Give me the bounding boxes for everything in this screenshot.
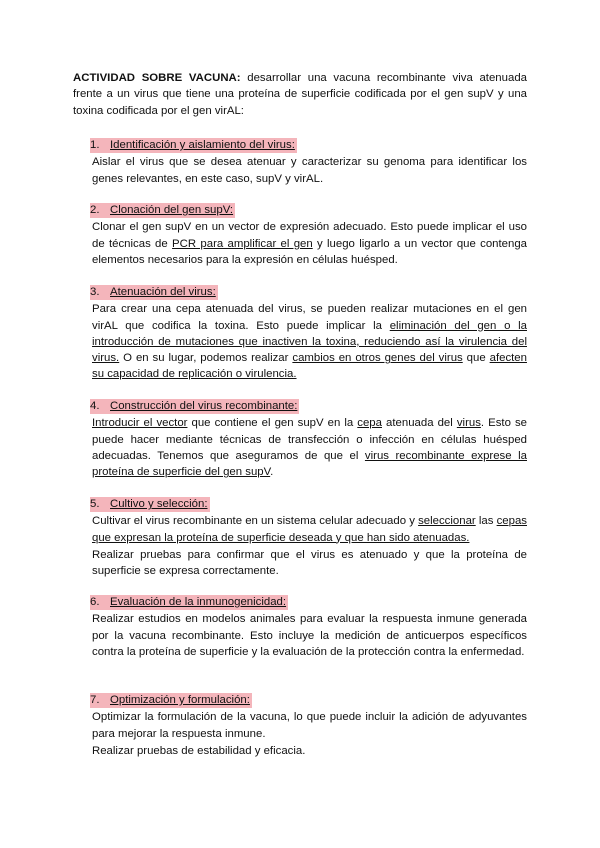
section-heading xyxy=(90,285,218,300)
paragraph-text: . xyxy=(270,466,274,479)
section-5 xyxy=(92,496,527,579)
section-paragraph xyxy=(92,709,527,742)
paragraph-text: Realizar estudios en modelos animales para evaluar la respuesta inmune generada por la vacuna recombinante. Esto incluye la medición de anticuerpos específicos contra la proteína de superficie y la evaluación de la protección contra la enfermedad. xyxy=(92,613,527,658)
paragraph-text: Clonar el gen supV en un vector de expresión adecuado. Esto puede implicar el uso de técnicas de xyxy=(92,221,527,250)
section-paragraph xyxy=(92,547,527,580)
section-number: 1. xyxy=(90,139,100,151)
section-7 xyxy=(92,692,527,759)
activity-label: ACTIVIDAD SOBRE VACUNA: xyxy=(73,72,241,84)
paragraph-text: las xyxy=(475,515,497,528)
intro-paragraph xyxy=(73,70,527,119)
section-paragraph xyxy=(92,301,527,382)
paragraph-text: Aislar el virus que se desea atenuar y caracterizar su genoma para identificar los genes relevantes, en este caso, supV y virAL. xyxy=(92,156,527,185)
section-title: Optimización y formulación: xyxy=(110,694,250,706)
paragraph-text: Realizar pruebas para confirmar que el virus es atenuado y que la proteína de superficie se expresa correctamente. xyxy=(92,548,527,578)
section-number: 6. xyxy=(90,596,100,608)
section-1 xyxy=(92,137,527,187)
section-number: 7. xyxy=(90,694,100,706)
section-number: 2. xyxy=(90,204,100,216)
section-paragraph xyxy=(92,154,527,187)
section-heading xyxy=(90,693,252,708)
section-heading xyxy=(90,399,299,414)
paragraph-text: que xyxy=(462,352,490,365)
section-title: Identificación y aislamiento del virus: xyxy=(110,139,295,151)
underlined-text: Introducir el vector xyxy=(92,417,188,430)
underlined-text: cambios en otros genes del virus xyxy=(292,352,463,365)
section-heading xyxy=(90,138,297,153)
section-title: Atenuación del virus: xyxy=(110,286,216,298)
underlined-text: cepas que expresan la proteína de superficie deseada y que han sido atenuadas. xyxy=(92,515,527,544)
paragraph-text: y luego ligarlo a un vector que contenga elementos necesarios para la expresión en células huésped. xyxy=(92,237,527,266)
section-heading xyxy=(90,595,288,610)
paragraph-text: atenuada del xyxy=(381,417,457,430)
section-title: Evaluación de la inmunogenicidad: xyxy=(110,596,287,608)
section-title: Clonación del gen supV: xyxy=(110,204,234,216)
section-heading xyxy=(90,497,210,512)
section-heading xyxy=(90,203,235,218)
paragraph-text: Optimizar la formulación de la vacuna, lo que puede incluir la adición de adyuvantes para mejorar la respuesta inmune. xyxy=(92,711,527,740)
section-title: Cultivo y selección: xyxy=(110,498,208,510)
intro-text: desarrollar una vacuna recombinante viva atenuada frente a un virus que tiene una proteína de superficie codificada por el gen supV y una toxina codificada por el gen virAL: xyxy=(73,72,527,117)
paragraph-text: . Esto se puede hacer mediante técnicas de transfección o infección en células huésped adecuadas. Tenemos que aseguramos de que el xyxy=(92,417,527,462)
underlined-text: afecten su capacidad de replicación o virulencia. xyxy=(92,352,527,381)
paragraph-text: que contiene el gen supV en la xyxy=(187,417,358,430)
section-3 xyxy=(92,284,527,383)
underlined-text: virus xyxy=(456,417,481,430)
underlined-text: PCR para amplificar el gen xyxy=(172,237,313,250)
section-paragraph xyxy=(92,611,527,660)
section-title: Construcción del virus recombinante: xyxy=(110,400,298,412)
paragraph-text: Realizar pruebas de estabilidad y eficacia. xyxy=(92,744,306,757)
paragraph-text: Cultivar el virus recombinante en un sistema celular adecuado y xyxy=(92,515,419,528)
section-6 xyxy=(92,594,527,660)
section-number: 5. xyxy=(90,498,100,510)
section-paragraph xyxy=(92,415,527,480)
underlined-text: eliminación del gen o la introducción de mutaciones que inactiven la toxina, reduciendo así la virulencia del virus. xyxy=(92,319,527,365)
section-number: 4. xyxy=(90,400,100,412)
section-paragraph xyxy=(92,219,527,268)
section-2 xyxy=(92,202,527,268)
section-number: 3. xyxy=(90,286,100,298)
section-4 xyxy=(92,398,527,480)
paragraph-text: Para crear una cepa atenuada del virus, se pueden realizar mutaciones en el gen virAL que codifica la toxina. Esto puede implicar la xyxy=(92,303,527,332)
underlined-text: cepa xyxy=(357,417,382,430)
section-paragraph xyxy=(92,513,527,546)
paragraph-text: O en su lugar, podemos realizar xyxy=(119,352,293,365)
underlined-text: seleccionar xyxy=(418,515,476,528)
underlined-text: virus recombinante exprese la proteína de superficie del gen supV xyxy=(92,449,527,479)
section-paragraph xyxy=(92,743,527,759)
